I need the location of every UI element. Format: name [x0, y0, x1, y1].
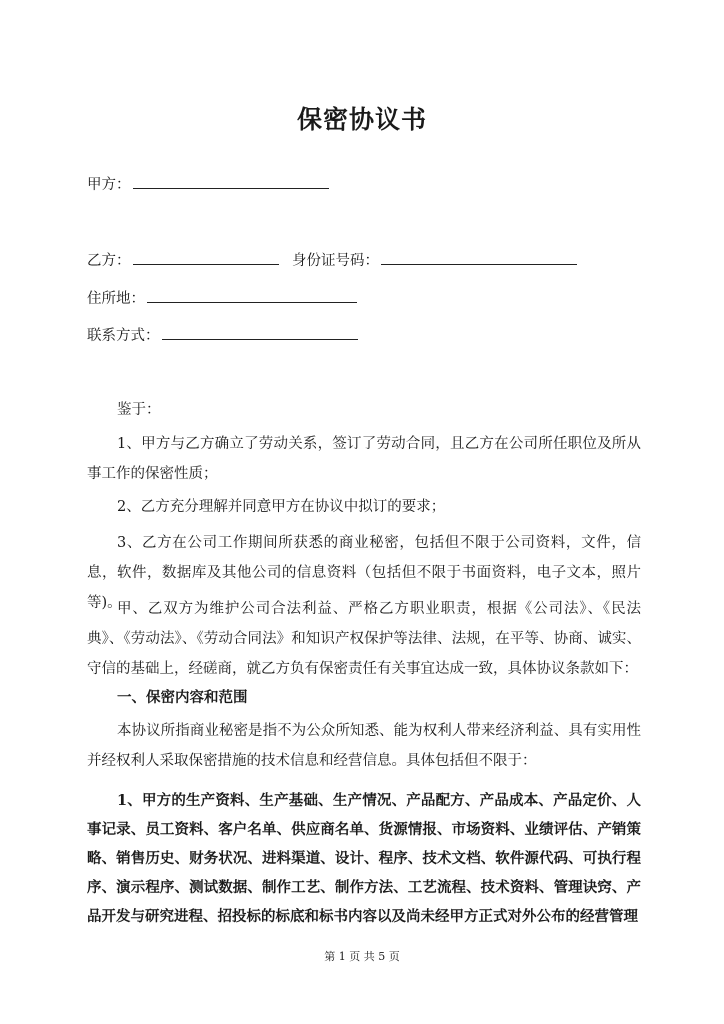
address-blank[interactable] — [147, 286, 357, 303]
party-a-field — [87, 172, 329, 195]
whereas-label: 鉴于： — [117, 402, 161, 418]
section-1-intro: 本协议所指商业秘密是指不为公众所知悉、能为权利人带来经济利益、具有实用性并经权利人采取保密措施的技术信息和经营信息。具体包括但不限于： — [87, 723, 641, 769]
party-a-blank[interactable] — [133, 172, 329, 189]
party-b-field — [87, 248, 279, 271]
id-number-blank[interactable] — [381, 248, 577, 265]
id-number-label: 身份证号码： — [292, 253, 379, 269]
clause-2: 2、乙方充分理解并同意甲方在协议中拟订的要求； — [117, 499, 446, 515]
contact-blank[interactable] — [162, 323, 358, 340]
id-number-field — [292, 248, 577, 271]
address-label: 住所地： — [87, 291, 145, 307]
contact-field — [87, 323, 358, 346]
party-b-blank[interactable] — [133, 248, 279, 265]
document-title: 保密协议书 — [296, 105, 427, 134]
address-field — [87, 286, 357, 309]
contact-label: 联系方式： — [87, 328, 160, 344]
page-footer: 第 1 页 共 5 页 — [324, 950, 400, 963]
clause-1: 1、甲方与乙方确立了劳动关系，签订了劳动合同，且乙方在公司所任职位及所从事工作的保密性质； — [87, 436, 641, 482]
party-b-label: 乙方： — [87, 253, 131, 269]
section-1-item-1: 1、甲方的生产资料、生产基础、生产情况、产品配方、产品成本、产品定价、人事记录、员工资料、客户名单、供应商名单、货源情报、市场资料、业绩评估、产销策略、销售历史、财务状况、进料渠道、设计、程序、技术文档、软件源代码、可执行程序、演示程序、测试数据、制作工艺、制作方法、工艺流程、技术资料、管理诀窍、产品开发与研究进程、招投标的标底和标书内容以及尚未经甲方正式对外公布的经营管理 — [87, 792, 641, 925]
intro-paragraph: 甲、乙双方为维护公司合法利益、严格乙方职业职责，根据《公司法》、《民法典》、《劳动法》、《劳动合同法》和知识产权保护等法律、法规，在平等、协商、诚实、守信的基础上，经磋商，就乙方负有保密责任有关事宜达成一致，具体协议条款如下： — [87, 601, 641, 677]
section-1-heading: 一、保密内容和范围 — [117, 690, 248, 706]
clause-3: 3、乙方在公司工作期间所获悉的商业秘密，包括但不限于公司资料，文件，信息，软件，数据库及其他公司的信息资料（包括但不限于书面资料，电子文本，照片等)。 — [87, 535, 641, 611]
party-a-label: 甲方： — [87, 177, 131, 193]
